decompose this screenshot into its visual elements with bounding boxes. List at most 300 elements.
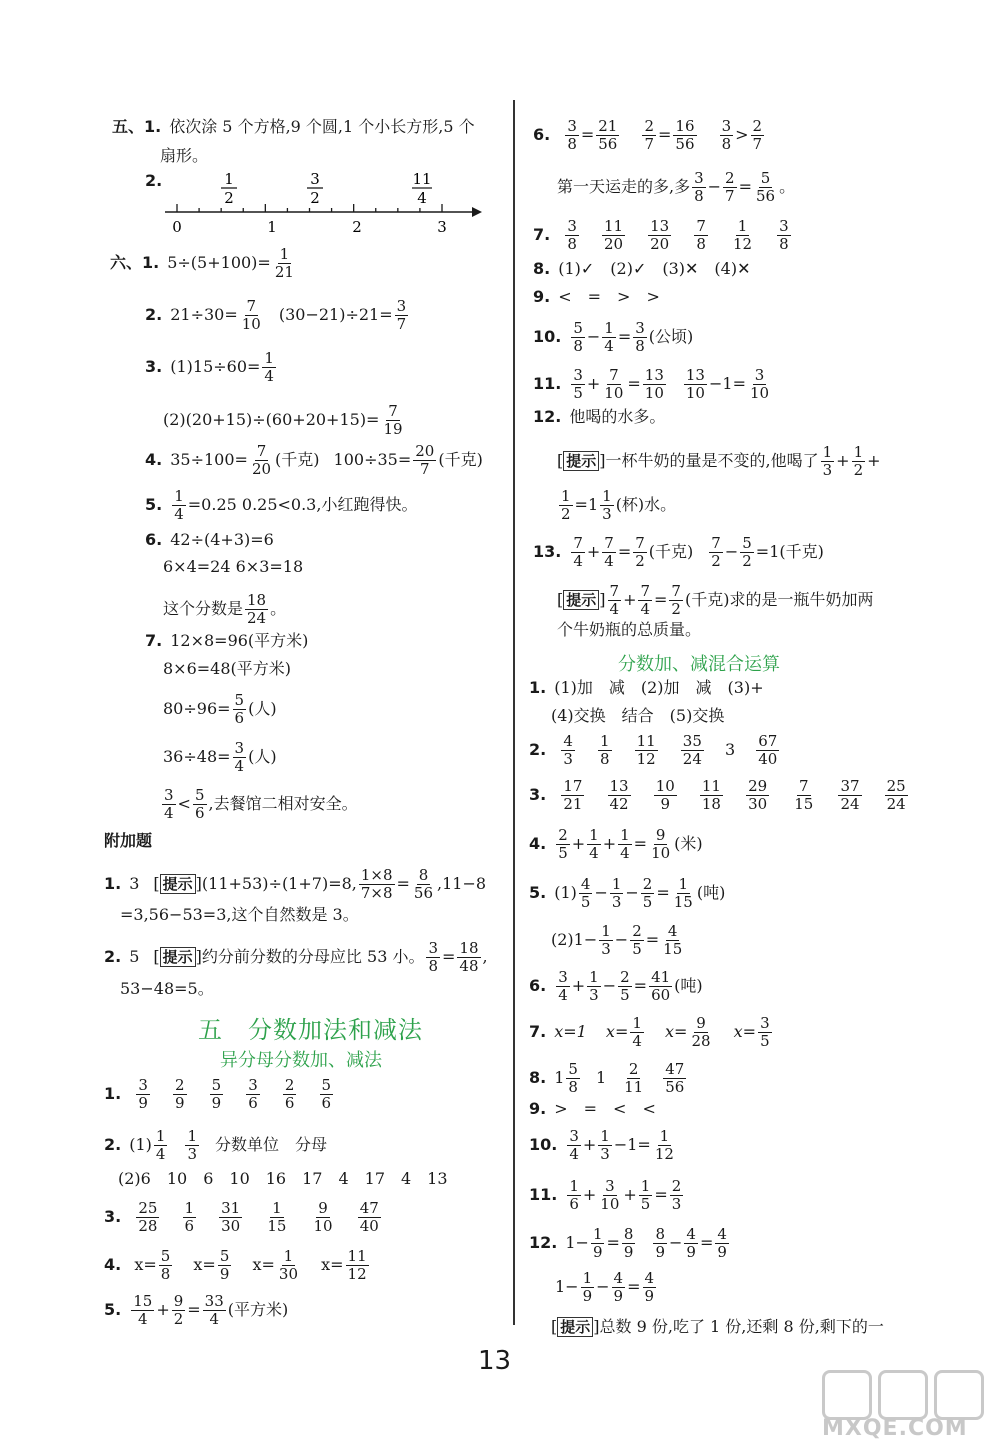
numerator: 3: [428, 939, 439, 957]
fraction: [635, 733, 658, 768]
denominator: 9: [623, 1243, 634, 1261]
fraction: [663, 1061, 686, 1096]
question-number: 2.: [104, 947, 122, 966]
denominator: 8: [635, 337, 645, 355]
fraction: [630, 923, 644, 958]
fraction: [642, 118, 656, 153]
question-number: 1.: [104, 874, 122, 893]
fraction: [277, 1248, 300, 1283]
denominator: 24: [840, 795, 860, 813]
denominator: 19: [383, 420, 403, 438]
numerator: 7: [640, 582, 651, 600]
denominator: 15: [267, 1217, 287, 1235]
numerator: 1×8: [360, 866, 393, 884]
r-q13-tip: [ 提示 ] $\frac{7}{4}$ + $\frac{7}{4}$ = $\frac{7}{2}$ (千克)求的是一瓶牛奶加两: [557, 582, 874, 618]
fraction: [756, 733, 779, 768]
watermark: [822, 1370, 992, 1440]
question-number: 11.: [533, 374, 562, 393]
denominator: 3: [589, 986, 599, 1004]
numerator: 1: [604, 319, 614, 337]
denominator: 2: [711, 552, 721, 570]
question-number: 2.: [145, 171, 163, 190]
m-q4: 4. $\frac{2}{5}$ + $\frac{1}{4}$ + $\frac{1}{4}$ = $\frac{9}{10}$ (米): [529, 826, 703, 862]
numerator: 9: [173, 1292, 184, 1310]
fraction: [556, 969, 570, 1004]
denominator: 2: [671, 600, 681, 618]
fraction: [692, 170, 706, 205]
numerator: 1: [678, 875, 689, 893]
fraction: [162, 787, 176, 822]
fraction: [639, 1178, 653, 1213]
denominator: 7: [725, 187, 735, 205]
fraction: [661, 923, 684, 958]
denominator: 21: [274, 263, 294, 281]
numerator: 25: [886, 777, 906, 795]
numerator: 8: [655, 1225, 665, 1243]
denominator: 7×8: [360, 884, 393, 902]
fraction: [240, 298, 263, 333]
a-q3: [104, 1200, 383, 1235]
fraction: [731, 218, 754, 253]
question-number: 5.: [104, 1300, 122, 1319]
numerator: 16: [675, 117, 695, 135]
numerator: 17: [563, 777, 583, 795]
denominator: 56: [675, 135, 695, 153]
numerator: 25: [138, 1199, 158, 1217]
fraction: [412, 867, 435, 902]
numerator: 35: [682, 732, 702, 750]
fraction: [672, 876, 695, 911]
r-q11: 11. $\frac{3}{5}$ + $\frac{7}{10}$ = $\frac{13}{10}$ $\frac{13}{10}$ −1= $\frac{3}{10}$: [533, 366, 770, 402]
question-number: 3.: [145, 357, 163, 376]
numerator: 11: [701, 777, 721, 795]
fraction: [218, 1248, 232, 1283]
numerator: 1: [599, 732, 610, 750]
denominator: 56: [598, 135, 618, 153]
numerator: 1: [184, 1199, 195, 1217]
denominator: 18: [701, 795, 721, 813]
numerator: 1: [283, 1247, 294, 1265]
denominator: 4: [558, 986, 568, 1004]
fraction: [838, 778, 861, 813]
denominator: 3: [600, 1145, 610, 1163]
numerator: 2: [558, 826, 568, 844]
fraction: [669, 583, 683, 618]
numerator: 3: [567, 117, 577, 135]
fraction: [633, 535, 647, 570]
a-q2-2: (2)6 10 6 10 16 17 4 17 4 13: [118, 1169, 448, 1188]
numerator: 3: [569, 1127, 579, 1145]
denominator: 9: [138, 1094, 148, 1112]
sec6-q3-2: (2)(20+15)÷(60+20+15)= $\frac{7}{19}$: [163, 402, 403, 438]
m-q5: 5. (1) $\frac{4}{5}$ − $\frac{1}{3}$ − $\frac{2}{5}$ = $\frac{1}{15}$ (吨): [529, 875, 726, 911]
fraction: [245, 592, 268, 627]
denominator: 8: [779, 235, 789, 253]
fraction: [700, 778, 723, 813]
numerator: 1: [632, 1014, 642, 1032]
numerator: 18: [459, 939, 479, 957]
watermark-logo-icon: [822, 1370, 872, 1420]
question-number: 6.: [533, 125, 551, 144]
a-q4: 4. x= $\frac{5}{8}$ x= $\frac{5}{9}$ x= $\frac{1}{30}$ x= $\frac{11}{12}$: [104, 1247, 367, 1283]
denominator: 8: [694, 187, 704, 205]
denominator: 6: [194, 804, 205, 822]
m-q12: 12. 1− $\frac{1}{9}$ = $\frac{8}{9}$ $\frac{8}{9}$ − $\frac{4}{9}$ = $\frac{4}{9}$: [529, 1225, 727, 1261]
question-number: 2.: [529, 740, 547, 759]
hint-label: 提示: [557, 1317, 593, 1337]
numerator: 5: [219, 1247, 230, 1265]
fraction: [641, 876, 655, 911]
denominator: 4: [620, 844, 630, 862]
numerator: 8: [418, 866, 429, 884]
question-number: 7.: [533, 225, 551, 244]
watermark-logo-icon: [934, 1370, 984, 1420]
extra-q2: 2. 5 [ 提示 ]约分前分数的分母应比 53 小。 $\frac{3}{8}$ = $\frac{18}{48}$ ,: [104, 939, 488, 975]
fraction: [673, 118, 696, 153]
denominator: 9: [717, 1243, 727, 1261]
denominator: 60: [651, 986, 671, 1004]
question-number: 12.: [529, 1233, 558, 1252]
numerator: 10: [655, 777, 675, 795]
fraction: [618, 969, 632, 1004]
numerator: 1: [569, 1177, 579, 1195]
question-number: 7.: [145, 631, 163, 650]
m-q8: 8. 1 $\frac{5}{8}$ 1 $\frac{2}{11}$ $\frac{47}{56}$: [529, 1060, 685, 1096]
numerator: 5: [568, 1060, 578, 1078]
numerator: 20: [415, 442, 435, 460]
denominator: 3: [187, 1145, 197, 1163]
fraction: [359, 867, 395, 902]
question-number: 4.: [145, 450, 163, 469]
sec6-q7-d: 36÷48= $\frac{3}{4}$ (人): [163, 739, 277, 775]
denominator: 5: [573, 384, 583, 402]
question-number: 1.: [104, 1084, 122, 1103]
numerator: 1: [853, 443, 864, 461]
numerator: 1: [592, 1225, 603, 1243]
r-q10: 10. $\frac{5}{8}$ − $\frac{1}{4}$ = $\frac{3}{8}$ (公顷): [533, 319, 694, 355]
question-number: 7.: [529, 1022, 547, 1041]
fraction: [567, 1128, 581, 1163]
fraction: [346, 1248, 369, 1283]
fraction: [740, 535, 754, 570]
numerator: 1: [582, 1269, 593, 1287]
denominator: 2: [561, 505, 571, 523]
sec6-q5: 5. $\frac{1}{4}$ =0.25 0.25<0.3,小红跑得快。: [145, 487, 418, 523]
fraction: [358, 1200, 381, 1235]
denominator: 42: [609, 795, 629, 813]
sec6-q3: 3. (1)15÷60= $\frac{1}{4}$: [145, 349, 274, 385]
m-q11: 11. $\frac{1}{6}$ + $\frac{3}{10}$ + $\frac{1}{5}$ = $\frac{2}{3}$: [529, 1177, 682, 1213]
fraction: [591, 1226, 605, 1261]
fraction: [320, 1077, 334, 1112]
sec6-q7-c: 80÷96= $\frac{5}{6}$ (人): [163, 691, 277, 727]
r-q8: 8. (1)✓ (2)✓ (3)✕ (4)✕: [533, 259, 751, 278]
denominator: 4: [264, 367, 274, 385]
m-q10: 10. $\frac{3}{4}$ + $\frac{1}{3}$ −1= $\frac{1}{12}$: [529, 1127, 674, 1163]
denominator: 10: [749, 384, 770, 402]
question-number: 12.: [533, 407, 562, 426]
fraction: [622, 1226, 636, 1261]
denominator: 10: [651, 844, 671, 862]
denominator: 5: [640, 1195, 651, 1213]
m-q1: 1. (1)加 减 (2)加 减 (3)+: [529, 678, 764, 697]
fraction: [612, 1270, 626, 1305]
numerator: 3: [573, 366, 583, 384]
r-q6: 6. $\frac{3}{8}$ = $\frac{21}{56}$ $\frac{2}{7}$ = $\frac{16}{56}$ $\frac{3}{8}$ > $\frac{2}{7}$: [533, 117, 763, 153]
m-q12-b: 1− $\frac{1}{9}$ − $\frac{4}{9}$ = $\frac{4}{9}$: [555, 1269, 655, 1305]
r-q12: 12. 他喝的水多。: [533, 407, 666, 426]
fraction: [571, 535, 585, 570]
number-line-axis: [165, 204, 482, 217]
m-q7: 7. x=1 x= $\frac{1}{4}$ x= $\frac{9}{28}$ x= $\frac{3}{5}$: [529, 1014, 770, 1050]
numerator: 2: [620, 968, 630, 986]
fraction: [600, 488, 614, 523]
numerator: 2: [174, 1076, 185, 1094]
numerator: 1: [279, 245, 290, 263]
denominator: 48: [459, 957, 479, 975]
numerator: 3: [234, 739, 245, 757]
watermark-text: MXQE.COM: [822, 1416, 968, 1441]
numerator: 11: [347, 1247, 367, 1265]
fraction: [654, 778, 677, 813]
extra-q1: 1. 3 [ 提示 ](11+53)÷(1+7)=8, $\frac{1\times 8}{7\times 8}$ = $\frac{8}{56}$ ,11−8: [104, 866, 487, 902]
number-line: [160, 166, 490, 238]
denominator: 8: [599, 750, 610, 768]
denominator: 24: [886, 795, 906, 813]
numerator: 5: [573, 319, 583, 337]
numerator: 3: [605, 1177, 615, 1195]
denominator: 56: [665, 1078, 685, 1096]
numerator: 7: [696, 217, 706, 235]
numerator: 3: [138, 1076, 148, 1094]
denominator: 5: [558, 844, 568, 862]
denominator: 15: [673, 893, 693, 911]
r-q12-tip2: $\frac{1}{2}$ =1 $\frac{1}{3}$ (杯)水。: [561, 487, 677, 523]
numerator: 2: [642, 875, 653, 893]
denominator: 30: [221, 1217, 241, 1235]
nl-mark-3-d: 4: [417, 189, 427, 207]
denominator: 2: [742, 552, 752, 570]
numerator: 7: [609, 366, 619, 384]
denominator: 56: [413, 884, 434, 902]
denominator: 8: [696, 235, 706, 253]
fraction: [565, 218, 579, 253]
numerator: 1: [659, 1127, 670, 1145]
numerator: 3: [396, 297, 407, 315]
denominator: 6: [184, 1217, 195, 1235]
fraction: [136, 1200, 159, 1235]
denominator: 3: [611, 893, 622, 911]
numerator: 5: [321, 1076, 332, 1094]
sec6-q6-b: 6×4=24 6×3=18: [163, 557, 304, 576]
sec6-q6-c: 这个分数是 $\frac{18}{24}$ 。: [163, 591, 287, 627]
question-number: 6.: [145, 530, 163, 549]
numerator: 7: [246, 297, 257, 315]
numerator: 37: [840, 777, 860, 795]
fraction: [556, 827, 570, 862]
denominator: 8: [568, 1078, 578, 1096]
question-number: 五、1.: [112, 117, 162, 136]
numerator: 15: [133, 1292, 153, 1310]
denominator: 4: [573, 552, 583, 570]
denominator: 6: [284, 1094, 295, 1112]
denominator: 15: [663, 940, 683, 958]
question-number: 9.: [529, 1099, 547, 1118]
watermark-logo-icon: [878, 1370, 928, 1420]
question-number: 10.: [533, 327, 562, 346]
denominator: 8: [428, 957, 439, 975]
denominator: 4: [569, 1145, 579, 1163]
page-number: 13: [478, 1346, 512, 1376]
fraction: [579, 876, 593, 911]
numerator: 2: [644, 117, 654, 135]
fraction: [561, 778, 584, 813]
question-number: 2.: [104, 1135, 122, 1154]
nl-mark-1-n: 1: [224, 170, 234, 188]
denominator: 30: [278, 1265, 298, 1283]
fraction: [746, 778, 769, 813]
fraction: [567, 1178, 581, 1213]
denominator: 12: [732, 235, 753, 253]
denominator: 10: [644, 384, 664, 402]
question-number: 3.: [104, 1207, 122, 1226]
numerator: 47: [665, 1060, 685, 1078]
nl-tick-0: 0: [172, 218, 182, 236]
numerator: 1: [640, 1177, 651, 1195]
numerator: 5: [742, 534, 752, 552]
numerator: 7: [256, 442, 267, 460]
denominator: 3: [822, 461, 833, 479]
fraction: [457, 940, 480, 975]
numerator: 1: [611, 875, 622, 893]
denominator: 6: [248, 1094, 258, 1112]
fraction: [670, 1178, 684, 1213]
fraction: [587, 827, 601, 862]
question-number: 1.: [529, 678, 547, 697]
numerator: 1: [601, 922, 611, 940]
fraction: [381, 403, 404, 438]
numerator: 7: [573, 534, 583, 552]
numerator: 11: [636, 732, 656, 750]
denominator: 9: [219, 1265, 230, 1283]
fraction: [565, 118, 579, 153]
fraction: [571, 320, 585, 355]
denominator: 8: [573, 337, 583, 355]
numerator: 5: [194, 786, 205, 804]
denominator: 8: [160, 1265, 171, 1283]
fraction: [599, 923, 613, 958]
fraction: [694, 218, 708, 253]
numerator: 1: [155, 1127, 166, 1145]
r-q9: 9. < = > >: [533, 287, 660, 306]
denominator: 10: [313, 1217, 333, 1235]
numerator: 9: [696, 1014, 706, 1032]
nl-tick-3: 3: [437, 218, 447, 236]
question-number: 六、1.: [110, 253, 160, 272]
numerator: 13: [609, 777, 629, 795]
denominator: 11: [624, 1078, 644, 1096]
denominator: 9: [686, 1243, 696, 1261]
numerator: 4: [580, 875, 591, 893]
fraction: [751, 118, 765, 153]
denominator: 3: [671, 1195, 682, 1213]
denominator: 9: [644, 1287, 655, 1305]
fraction: [608, 583, 622, 618]
numerator: 5: [160, 1247, 171, 1265]
sec6-q4: 4. 35÷100= $\frac{7}{20}$ (千克) 100÷35= $\frac{20}{7}$ (千克): [145, 442, 483, 478]
denominator: 10: [600, 1195, 620, 1213]
extra-q2-cont: 53−48=5。: [120, 979, 214, 998]
hint-label: 提示: [160, 874, 196, 894]
denominator: 4: [174, 505, 184, 523]
fraction: [246, 1077, 260, 1112]
denominator: 3: [563, 750, 573, 768]
hint-label: 提示: [563, 590, 599, 610]
fraction: [561, 733, 575, 768]
numerator: 4: [644, 1269, 655, 1287]
fraction: [643, 367, 666, 402]
numerator: 33: [204, 1292, 224, 1310]
numerator: 2: [632, 922, 642, 940]
fraction: [136, 1077, 150, 1112]
fraction: [233, 740, 247, 775]
question-number: 8.: [529, 1068, 547, 1087]
numerator: 1: [737, 217, 748, 235]
numerator: 1: [589, 826, 599, 844]
fraction: [571, 367, 585, 402]
denominator: 12: [636, 750, 656, 768]
fraction: [715, 1226, 729, 1261]
denominator: 4: [234, 757, 245, 775]
fraction: [792, 778, 815, 813]
denominator: 8: [567, 135, 577, 153]
fraction: [598, 733, 612, 768]
a-q5: 5. $\frac{15}{4}$ + $\frac{9}{2}$ = $\frac{33}{4}$ (平方米): [104, 1292, 289, 1328]
numerator: 1: [600, 1127, 610, 1145]
numerator: 3: [779, 217, 789, 235]
sec6-q6: 6. 42÷(4+3)=6: [145, 530, 274, 549]
nl-mark-2-d: 2: [310, 189, 320, 207]
numerator: 2: [752, 117, 763, 135]
numerator: 4: [667, 922, 678, 940]
fraction: [852, 444, 866, 479]
numerator: 4: [686, 1225, 696, 1243]
numerator: 2: [284, 1076, 295, 1094]
fraction: [172, 1293, 186, 1328]
numerator: 1: [264, 349, 274, 367]
denominator: 21: [563, 795, 583, 813]
numerator: 1: [589, 968, 599, 986]
fraction: [596, 118, 619, 153]
r-q13: 13. $\frac{7}{4}$ + $\frac{7}{4}$ = $\frac{7}{2}$ (千克) $\frac{7}{2}$ − $\frac{5}{2}$ =1(千克): [533, 534, 824, 570]
fraction: [610, 876, 624, 911]
fraction: [566, 1061, 580, 1096]
fraction: [689, 1015, 712, 1050]
fraction: [602, 535, 616, 570]
fraction: [183, 1200, 197, 1235]
denominator: 4: [155, 1145, 166, 1163]
numerator: 3: [754, 366, 765, 384]
fraction: [630, 1015, 644, 1050]
numerator: 1: [561, 487, 571, 505]
extra-title: 附加题: [104, 831, 153, 850]
m-q3: [529, 778, 910, 813]
m-q12-tip: [ 提示 ]总数 9 份,吃了 1 份,还剩 8 份,剩下的一: [551, 1317, 884, 1336]
fraction: [413, 443, 436, 478]
numerator: 11: [603, 217, 624, 235]
m-q6: 6. $\frac{3}{4}$ + $\frac{1}{3}$ − $\frac{2}{5}$ = $\frac{41}{60}$ (吨): [529, 968, 703, 1004]
denominator: 8: [721, 135, 732, 153]
